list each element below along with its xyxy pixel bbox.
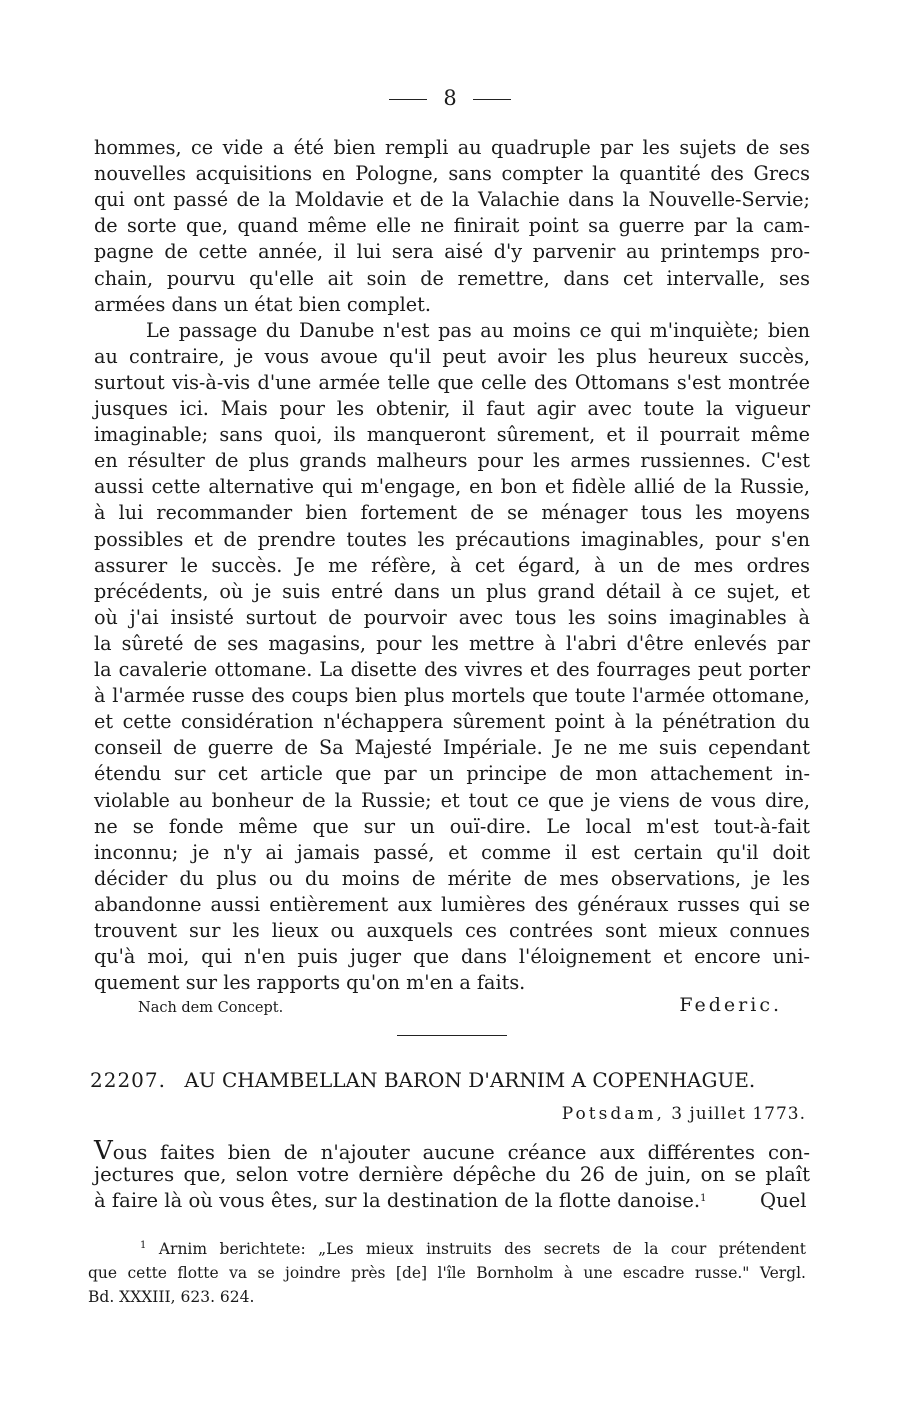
letter-line: jectures que, selon votre dernière dépêche du 26 de juin, on se plaît [94, 1163, 810, 1186]
header-dash-left [389, 99, 427, 100]
text-line: qui ont passé de la Moldavie et de la Valachie dans la Nouvelle-Servie; [94, 188, 810, 212]
text-line: surtout vis-à-vis d'une armée telle que celle des Ottomans s'est montrée [94, 370, 810, 394]
footnote-marker: 1 [140, 1240, 147, 1251]
text-line: chain, pourvu qu'elle ait soin de remettre, dans cet intervalle, ses [94, 266, 810, 290]
footnote-line: Bd. XXXIII, 623. 624. [88, 1288, 255, 1306]
text-line: hommes, ce vide a été bien rempli au quadruple par les sujets de ses [94, 136, 810, 159]
page-number: 8 [443, 86, 457, 110]
text-line: nouvelles acquisitions en Pologne, sans compter la quantité des Grecs [94, 162, 810, 186]
text-line: ne se fonde même que sur un ouï-dire. Le local m'est tout-à-fait [94, 814, 810, 838]
dateline [562, 1104, 806, 1124]
footnote-line: que cette flotte va se joindre près [de] l'île Bornholm à une escadre russe." Vergl. [88, 1264, 806, 1282]
text-line: violable au bonheur de la Russie; et tout ce que je viens de vous dire, [94, 788, 810, 812]
signature: Federic. [679, 994, 782, 1016]
text-line: armées dans un état bien complet. [94, 292, 431, 316]
text-line: imaginable; sans quoi, ils manqueront sûrement, et il pourrait même [94, 423, 810, 447]
letter-heading [90, 1068, 810, 1092]
text-line: précédents, où je suis entré dans un plus grand détail à ce sujet, et [94, 579, 810, 603]
page-header [0, 86, 900, 110]
text-line: pagne de cette année, il lui sera aisé d'y parvenir au printemps pro- [94, 240, 810, 264]
text-line: et cette considération n'échappera sûrement point à la pénétration du [94, 710, 810, 734]
dateline-place: Potsdam, [561, 1104, 665, 1124]
text-line: où j'ai insisté surtout de pourvoir avec tous les soins imaginables à [94, 605, 810, 629]
text-line: assurer le succès. Je me réfère, à cet égard, à un de mes ordres [94, 553, 810, 577]
text-line: aussi cette alternative qui m'engage, en bon et fidèle allié de la Russie, [94, 475, 810, 499]
text-line: inconnu; je n'y ai jamais passé, et comme il est certain qu'il doit [94, 840, 810, 864]
footnote-ref: 1 [700, 1193, 707, 1204]
drop-cap: V [94, 1136, 113, 1166]
letter-line [94, 1136, 810, 1166]
text-line: de sorte que, quand même elle ne finirait point sa guerre par la cam- [94, 214, 810, 238]
text-line: trouvent sur les lieux ou auxquels ces contrées sont mieux connues [94, 919, 810, 942]
letter-line-text: ous faites bien de n'ajouter aucune créance aux différentes con- [112, 1141, 810, 1164]
text-line: à lui recommander bien fortement de se ménager tous les moyens [94, 501, 810, 525]
section-divider [397, 1035, 507, 1036]
text-line: possibles et de prendre toutes les précautions imaginables, pour s'en [94, 527, 810, 551]
text-line: au contraire, je vous avoue qu'il peut avoir les plus heureux succès, [94, 344, 810, 368]
text-line: décider du plus ou du moins de mérite de mes observations, je les [94, 866, 810, 890]
footnote-line [140, 1240, 806, 1258]
text-line: en résulter de plus grands malheurs pour les armes russiennes. C'est [94, 449, 810, 473]
letter-line [94, 1189, 724, 1212]
text-line: à l'armée russe des coups bien plus mortels que toute l'armée ottomane, [94, 684, 810, 708]
text-line: étendu sur cet article que par un principe de mon attachement in- [94, 762, 810, 786]
text-line: quement sur les rapports qu'on m'en a faits. [94, 971, 526, 995]
text-line: jusques ici. Mais pour les obtenir, il faut agir avec toute la vigueur [94, 397, 810, 420]
letter-number: 22207. [90, 1068, 166, 1092]
source-note: Nach dem Concept. [138, 1000, 284, 1016]
footnote-text: Arnim berichtete: „Les mieux instruits des secrets de la cour prétendent [158, 1240, 806, 1258]
text-line: conseil de guerre de Sa Majesté Impériale. Je ne me suis cependant [94, 736, 810, 760]
text-line: qu'à moi, qui n'en puis juger que dans l'éloignement et encore uni- [94, 945, 810, 969]
text-line: Le passage du Danube n'est pas au moins ce qui m'inquiète; bien [146, 318, 810, 342]
letter-line-end: Quel [760, 1189, 807, 1212]
header-dash-right [473, 99, 511, 100]
text-line: abandonne aussi entièrement aux lumières des généraux russes qui se [94, 892, 810, 916]
text-line: la sûreté de ses magasins, pour les mettre à l'abri d'être enlevés par [94, 631, 810, 655]
letter-line-text: à faire là où vous êtes, sur la destination de la flotte danoise. [94, 1189, 701, 1212]
dateline-date: 3 juillet 1773. [671, 1104, 806, 1124]
letter-title: AU CHAMBELLAN BARON D'ARNIM A COPENHAGUE. [184, 1068, 756, 1092]
text-line: la cavalerie ottomane. La disette des vivres et des fourrages peut porter [94, 658, 810, 681]
